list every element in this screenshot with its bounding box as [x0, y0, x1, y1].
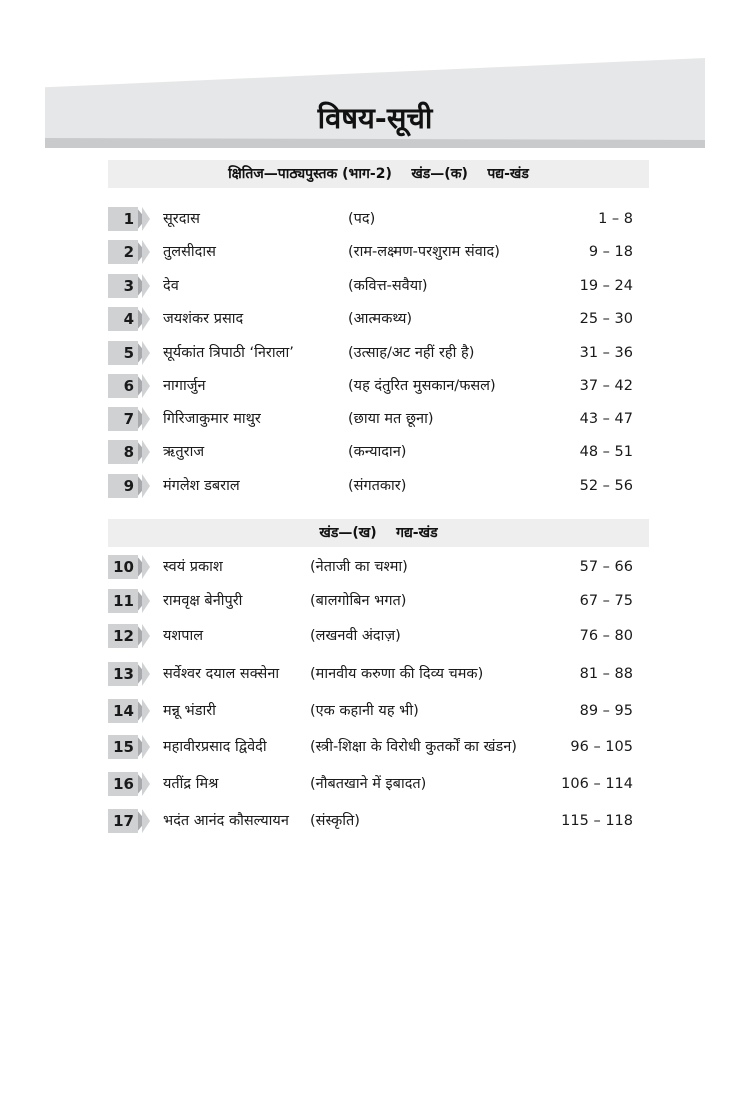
toc-row[interactable]: [108, 407, 649, 431]
toc-row[interactable]: [108, 474, 649, 498]
chevron-right-icon: [142, 809, 150, 833]
author-name: जयशंकर प्रसाद: [163, 311, 244, 327]
author-name: ऋतुराज: [163, 444, 205, 460]
page-title: विषय-सूची: [317, 101, 433, 135]
page-range: 57 – 66: [579, 559, 633, 575]
chapter-number-badge: [108, 555, 152, 579]
chapter-number: 10: [113, 558, 134, 576]
chapter-number: 4: [123, 310, 134, 328]
chapter-number-badge: [108, 307, 152, 331]
chevron-right-icon: [142, 440, 150, 464]
chapter-number: 5: [123, 344, 134, 362]
work-title: (कन्यादान): [348, 444, 407, 460]
author-name: गिरिजाकुमार माथुर: [163, 411, 261, 427]
work-title: (एक कहानी यह भी): [310, 703, 419, 719]
chapter-number: 13: [113, 665, 134, 683]
page-range: 81 – 88: [579, 666, 633, 682]
page-range: 96 – 105: [570, 739, 633, 755]
chapter-number-badge: [108, 474, 152, 498]
work-title: (नेताजी का चश्मा): [310, 559, 408, 575]
chapter-number: 7: [123, 410, 134, 428]
page-range: 43 – 47: [579, 411, 633, 427]
page-range: 106 – 114: [561, 776, 633, 792]
chapter-number: 8: [123, 443, 134, 461]
toc-row[interactable]: [108, 307, 649, 331]
work-title: (बालगोबिन भगत): [310, 593, 407, 609]
chevron-right-icon: [142, 341, 150, 365]
toc-row[interactable]: [108, 374, 649, 398]
chevron-right-icon: [142, 735, 150, 759]
author-name: स्वयं प्रकाश: [163, 559, 223, 575]
chapter-number: 15: [113, 738, 134, 756]
page-range: 1 – 8: [598, 211, 633, 227]
chapter-number: 2: [123, 243, 134, 261]
toc-row[interactable]: [108, 662, 649, 686]
chapter-number-badge: [108, 207, 152, 231]
author-name: यशपाल: [163, 628, 204, 644]
chevron-right-icon: [142, 407, 150, 431]
toc-row[interactable]: [108, 624, 649, 648]
section-header-prose: खंड—(ख) गद्य-खंड: [108, 519, 649, 547]
page-range: 89 – 95: [579, 703, 633, 719]
author-name: मन्नू भंडारी: [163, 703, 216, 719]
chevron-right-icon: [142, 474, 150, 498]
chapter-number: 11: [113, 592, 134, 610]
page-range: 19 – 24: [579, 278, 633, 294]
chapter-number: 9: [123, 477, 134, 495]
chapter-number-badge: [108, 589, 152, 613]
author-name: तुलसीदास: [163, 244, 216, 260]
chevron-right-icon: [142, 274, 150, 298]
chevron-right-icon: [142, 207, 150, 231]
page-range: 48 – 51: [579, 444, 633, 460]
toc-row[interactable]: [108, 772, 649, 796]
section-header-poetry: क्षितिज—पाठ्यपुस्तक (भाग-2) खंड—(क) पद्य-खंड: [108, 160, 649, 188]
author-name: रामवृक्ष बेनीपुरी: [163, 593, 243, 609]
work-title: (लखनवी अंदाज़): [310, 628, 401, 644]
chapter-number-badge: [108, 240, 152, 264]
toc-row[interactable]: [108, 274, 649, 298]
chapter-number-badge: [108, 407, 152, 431]
work-title: (आत्मकथ्य): [348, 311, 413, 327]
chevron-right-icon: [142, 555, 150, 579]
author-name: महावीरप्रसाद द्विवेदी: [163, 739, 267, 755]
chapter-number-badge: [108, 809, 152, 833]
work-title: (कवित्त-सवैया): [348, 278, 428, 294]
chevron-right-icon: [142, 772, 150, 796]
chapter-number: 1: [123, 210, 134, 228]
chapter-number-badge: [108, 699, 152, 723]
chevron-right-icon: [142, 624, 150, 648]
chapter-number-badge: [108, 735, 152, 759]
author-name: सूरदास: [163, 211, 200, 227]
page-range: 115 – 118: [561, 813, 633, 829]
work-title: (संस्कृति): [310, 813, 360, 829]
work-title: (उत्साह/अट नहीं रही है): [348, 345, 475, 361]
chevron-right-icon: [142, 662, 150, 686]
page-range: 37 – 42: [579, 378, 633, 394]
work-title: (स्त्री-शिक्षा के विरोधी कुतर्कों का खंडन): [310, 739, 517, 755]
work-title: (यह दंतुरित मुसकान/फसल): [348, 378, 496, 394]
page-range: 25 – 30: [579, 311, 633, 327]
page-range: 67 – 75: [579, 593, 633, 609]
work-title: (छाया मत छूना): [348, 411, 434, 427]
author-name: मंगलेश डबराल: [163, 478, 240, 494]
author-name: यतींद्र मिश्र: [163, 776, 219, 792]
toc-row[interactable]: [108, 735, 649, 759]
work-title: (राम-लक्ष्मण-परशुराम संवाद): [348, 244, 500, 260]
chapter-number-badge: [108, 624, 152, 648]
chapter-number: 16: [113, 775, 134, 793]
author-name: सर्वेश्वर दयाल सक्सेना: [163, 666, 280, 682]
chapter-number-badge: [108, 662, 152, 686]
chapter-number-badge: [108, 274, 152, 298]
page-range: 76 – 80: [579, 628, 633, 644]
chapter-number: 12: [113, 627, 134, 645]
page-range: 31 – 36: [579, 345, 633, 361]
author-name: भदंत आनंद कौसल्यायन: [163, 813, 289, 829]
chapter-number: 14: [113, 702, 134, 720]
toc-row[interactable]: [108, 555, 649, 579]
toc-row[interactable]: [108, 809, 649, 833]
page-range: 52 – 56: [579, 478, 633, 494]
author-name: सूर्यकांत त्रिपाठी ‘निराला’: [163, 345, 294, 361]
work-title: (नौबतखाने में इबादत): [310, 776, 427, 792]
toc-row[interactable]: [108, 341, 649, 365]
chapter-number-badge: [108, 374, 152, 398]
chevron-right-icon: [142, 699, 150, 723]
toc-row[interactable]: [108, 440, 649, 464]
chapter-number: 17: [113, 812, 134, 830]
work-title: (मानवीय करुणा की दिव्य चमक): [310, 666, 484, 682]
work-title: (पद): [348, 211, 376, 227]
toc-row[interactable]: [108, 589, 649, 613]
chapter-number-badge: [108, 341, 152, 365]
chapter-number-badge: [108, 440, 152, 464]
chevron-right-icon: [142, 240, 150, 264]
toc-row[interactable]: [108, 699, 649, 723]
toc-row[interactable]: [108, 207, 649, 231]
chapter-number: 6: [123, 377, 134, 395]
toc-row[interactable]: [108, 240, 649, 264]
page-range: 9 – 18: [588, 244, 633, 260]
chevron-right-icon: [142, 374, 150, 398]
chevron-right-icon: [142, 589, 150, 613]
author-name: देव: [163, 278, 179, 294]
chevron-right-icon: [142, 307, 150, 331]
chapter-number: 3: [123, 277, 134, 295]
work-title: (संगतकार): [348, 478, 407, 494]
chapter-number-badge: [108, 772, 152, 796]
author-name: नागार्जुन: [163, 378, 206, 394]
